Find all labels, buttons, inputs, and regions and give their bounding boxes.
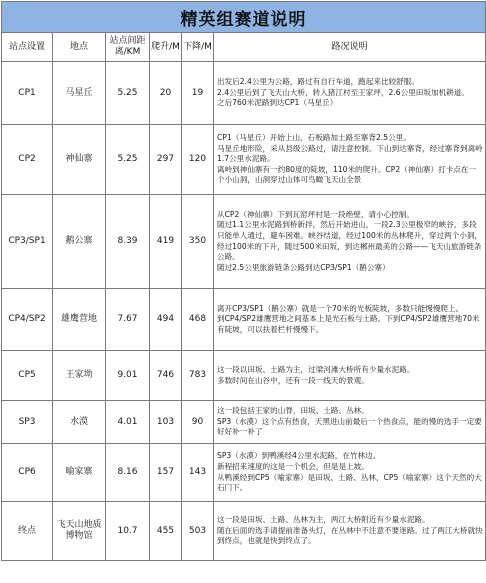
header-distance: 站点间距离/KM — [106, 33, 150, 62]
descent-cell: 19 — [182, 62, 214, 125]
place-cell: 雄鹰营地 — [53, 289, 106, 351]
distance-cell: 8.39 — [106, 195, 150, 289]
distance-cell: 8.16 — [106, 444, 150, 502]
descent-cell: 143 — [182, 444, 214, 502]
table-row — [2, 444, 486, 502]
descent-cell: 503 — [182, 502, 214, 561]
distance-cell: 5.25 — [106, 125, 150, 195]
notes-line: CP1（马星丘）开始上山，石板路加土路至寨背2.5公里。 — [217, 133, 411, 143]
distance-cell: 5.25 — [106, 62, 150, 125]
table-row — [2, 351, 486, 401]
notes-cell — [214, 125, 486, 195]
station-cell: CP5 — [2, 351, 53, 401]
station-cell: CP6 — [2, 444, 53, 502]
descent-cell: 90 — [182, 401, 214, 444]
climb-cell: 20 — [150, 62, 182, 125]
notes-cell — [214, 502, 486, 561]
notes-line: 随过2.5公里旅游链条公路到达CP3/SP1（鹅公寨） — [217, 262, 390, 272]
table-row — [2, 195, 486, 289]
notes-line: SP3（水漠）这个点有热食，天黑进山前最后一个热食点，能的慢的选手一定要好好补一补了 — [217, 416, 482, 437]
climb-cell: 419 — [150, 195, 182, 289]
place-cell: 马星丘 — [53, 62, 106, 125]
notes-line: 这一段以田坂、土路为主，过梁河滩大桥所有少量水泥路。 — [217, 364, 415, 374]
table-row — [2, 289, 486, 351]
climb-cell: 455 — [150, 502, 182, 561]
notes-cell — [214, 62, 486, 125]
place-cell: 王家坳 — [53, 351, 106, 401]
notes-line: 新程招来速度的这是一个机会，但是是上坡。 — [217, 461, 369, 471]
table-row — [2, 125, 486, 195]
table-row — [2, 62, 486, 125]
place-cell: 鹅公寨 — [53, 195, 106, 289]
header-row — [2, 33, 486, 62]
place-cell: 水漠 — [53, 401, 106, 444]
table-row — [2, 401, 486, 444]
notes-line: SP3（水漠）到鸭溪经4公里水泥路，在竹林边。 — [217, 451, 381, 461]
header-climb: 爬升/M — [150, 33, 182, 62]
notes-line: 多数时间在山谷中，还有一段一线天的景观。 — [217, 375, 369, 385]
notes-cell — [214, 195, 486, 289]
notes-line: 从鸭溪经到CP5（喻家寨）是田坂、土路、丛林，CP5（喻家寨）这个天然的大石门下。 — [217, 472, 482, 493]
climb-cell: 297 — [150, 125, 182, 195]
distance-cell: 4.01 — [106, 401, 150, 444]
route-table — [1, 1, 486, 561]
climb-cell: 746 — [150, 351, 182, 401]
notes-line: 之后760米泥路到达CP1（马星丘） — [217, 98, 338, 108]
notes-line: 这一段是田坂、土路、丛林为主，两江大桥附近有少量水泥路。 — [217, 515, 430, 525]
station-cell: CP2 — [2, 125, 53, 195]
notes-line: 这一段包括王家的山脊，田坂、土路、丛林。 — [217, 406, 369, 416]
climb-cell: 103 — [150, 401, 182, 444]
header-notes: 路况说明 — [214, 33, 486, 62]
distance-cell: 9.01 — [106, 351, 150, 401]
header-place: 地点 — [53, 33, 106, 62]
table-row — [2, 502, 486, 561]
notes-line: 出发后2.4公里为公路，路过有自行车道，跑起来比较舒服。 — [217, 77, 419, 87]
station-cell: 终点 — [2, 502, 53, 561]
station-cell: CP3/SP1 — [2, 195, 53, 289]
page-title: 精英组赛道说明 — [2, 2, 486, 33]
descent-cell: 120 — [182, 125, 214, 195]
place-cell: 神仙寨 — [53, 125, 106, 195]
climb-cell: 157 — [150, 444, 182, 502]
place-cell: 喻家寨 — [53, 444, 106, 502]
station-cell: CP1 — [2, 62, 53, 125]
notes-line: 随在后面的选手请提前准备头灯，在丛林中不注意不要迷路。过了两江大桥就快到终点，也就是快到终点了。 — [217, 525, 483, 546]
distance-cell: 10.7 — [106, 502, 150, 561]
notes-line: 马星丘地形险，采从县级公路过，请注意控制。下山到达寨背，经过寨背到离岭1.7公里水泥路。 — [217, 143, 483, 164]
place-cell: 飞天山地质博物馆 — [53, 502, 106, 561]
notes-cell — [214, 401, 486, 444]
notes-line: 从CP2（神仙寨）下到瓦窑坪村是一段绝壁，请小心控制。 — [217, 209, 414, 219]
descent-cell: 350 — [182, 195, 214, 289]
notes-cell — [214, 351, 486, 401]
header-descent: 下降/M — [182, 33, 214, 62]
header-station: 站点设置 — [2, 33, 53, 62]
notes-cell — [214, 289, 486, 351]
notes-cell — [214, 444, 486, 502]
climb-cell: 494 — [150, 289, 182, 351]
station-cell: CP4/SP2 — [2, 289, 53, 351]
distance-cell: 7.67 — [106, 289, 150, 351]
notes-line: 随过1.1公里水泥路到桥新拌，然后开始进山，一段2.3公里极窄的峡谷，多段只能单人通过，避车困难。峡谷结道，经过100米的丛林爬升，穿过两个小洞，经过100米的下升，随过500米田坂，到达郴州最美的公路——飞天山旅游链条公路。 — [217, 220, 483, 262]
notes-line: 到CP4/SP2雄鹰营地之间基本上是光石板与土路。下到CP4/SP2雄鹰营地70米有陡坡，可以扶着栏杆慢慢下。 — [217, 314, 480, 334]
station-cell: SP3 — [2, 401, 53, 444]
descent-cell: 468 — [182, 289, 214, 351]
notes-line: 离岭到神仙寨有一约80度的陡坡，110米的爬升。CP2（神仙寨）打卡点在一个小山洞，山洞穿过山体可鸟瞰飞天山全景 — [217, 164, 477, 185]
notes-line: 离开CP3/SP1（鹅公寨）就是一个70米的光板陡坡，多数只能慢慢爬上。 — [217, 303, 464, 313]
notes-line: 2.4公里后到了飞天山大桥，转入猪江村至王家坪，2.6公里田坂加机耕道。 — [217, 87, 469, 97]
descent-cell: 783 — [182, 351, 214, 401]
